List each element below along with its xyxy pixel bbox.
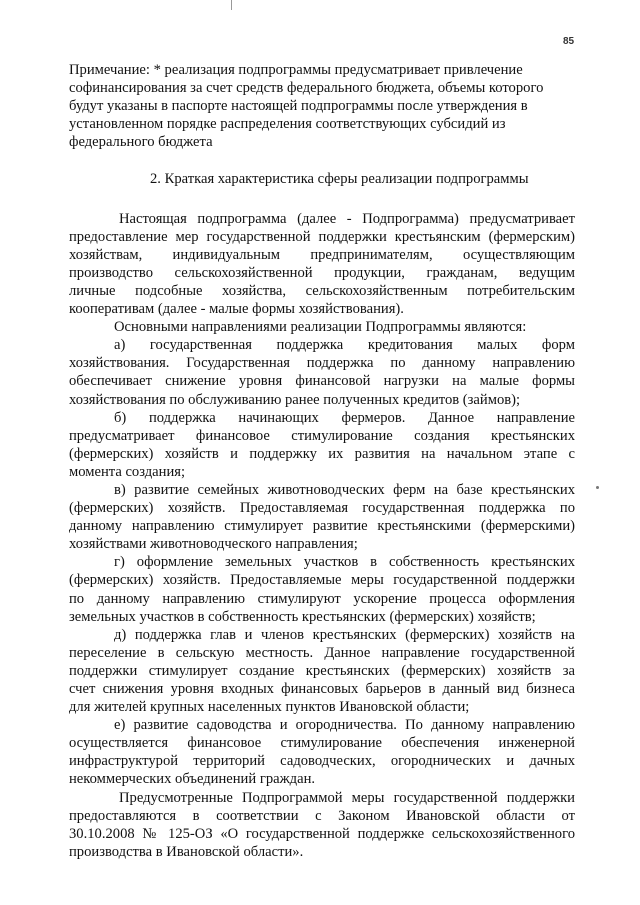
text-line: Настоящая подпрограмма (далее - Подпрограмма) предусматривает [119,210,575,227]
text-line: земельных участков в собственность крестьянских (фермерских) хозяйств; [69,608,536,625]
text-line: а) государственная поддержка кредитования малых форм [114,337,575,354]
text-line: д) поддержка глав и членов крестьянских (фермерских) хозяйств на [114,626,575,643]
text-line: личные подсобные хозяйства, сельскохозяйственным потребительским [69,282,575,299]
text-line: Предусмотренные Подпрограммой меры государственной поддержки [119,789,575,806]
text-line: г) оформление земельных участков в собственность крестьянских [114,554,575,571]
text-line: обеспечивает снижение уровня финансовой нагрузки на малые формы [69,373,575,390]
text-line: предоставление мер государственной поддержки крестьянским (фермерским) [69,228,575,245]
text-line: счет снижения уровня входных финансовых барьеров в данный вид бизнеса [69,681,575,697]
text-line: хозяйствами животноводческого направления; [69,536,358,553]
text-line: предоставляются в соответствии с Законом Ивановской области от [69,807,575,824]
text-line: хозяйствования по обслуживанию ранее полученных кредитов (займов); [69,391,521,408]
text-line: некоммерческих объединений граждан. [69,771,316,788]
section-heading: 2. Краткая характеристика сферы реализации подпрограммы [150,171,529,188]
text-line: хозяйствам, индивидуальным предпринимателям, осуществляющим [69,246,575,263]
text-line: кооперативам (далее - малые формы хозяйствования). [69,301,404,318]
note-line: Примечание: * реализация подпрограммы предусматривает привлечение [69,62,523,78]
scan-mark [231,0,232,10]
note-line: установленном порядке распределения соответствующих субсидий из [69,116,506,133]
section-text [69,210,575,861]
text-line: инфраструктурой территорий садоводческих, огороднических и дачных [69,753,575,770]
scan-speck [596,486,599,489]
text-line: предусматривает финансовое стимулирование создания крестьянских [69,427,575,444]
text-line: б) поддержка начинающих фермеров. Данное направление [114,409,575,426]
note-line: будут указаны в паспорте настоящей подпрограммы после утверждения в [69,98,528,115]
note [69,61,575,151]
text-line: момента создания; [69,463,186,480]
text-line: Основными направлениями реализации Подпрограммы являются: [114,319,527,336]
text-line: (фермерских) хозяйств и поддержку их развития на начальном этапе с [69,445,575,462]
text-line: по данному направлению стимулируют ускорение процесса оформления [69,590,575,607]
text-line: производство сельскохозяйственной продукции, гражданам, ведущим [69,264,575,281]
text-line: (фермерских) хозяйств. Предоставляемая государственная поддержка по [69,500,575,517]
text-line: 30.10.2008 № 125-ОЗ «О государственной поддержке сельскохозяйственного [69,825,575,842]
text-line: хозяйствования. Государственная поддержка по данному направлению [69,355,575,372]
text-line: производства в Ивановской области». [69,843,304,860]
text-line: переселение в сельскую местность. Данное направление государственной [69,644,575,661]
note-line: софинансирования за счет средств федерального бюджета, объемы которого [69,80,544,97]
text-line: данному направлению стимулирует развитие крестьянскими (фермерскими) [69,518,575,535]
note-line: федерального бюджета [69,134,213,151]
text-line: (фермерских) хозяйств. Предоставляемые меры государственной поддержки [69,572,575,589]
text-line: поддержки стимулирует создание крестьянских (фермерских) хозяйств за [69,662,575,679]
text-line: осуществляется финансовое стимулирование обеспечения инженерной [69,735,575,752]
text-line: для жителей крупных населенных пунктов Ивановской области; [69,699,470,716]
document-body [69,61,575,861]
text-line: в) развитие семейных животноводческих ферм на базе крестьянских [114,481,575,498]
text-line: е) развитие садоводства и огородничества. По данному направлению [114,717,575,734]
page-number: 85 [563,36,575,47]
